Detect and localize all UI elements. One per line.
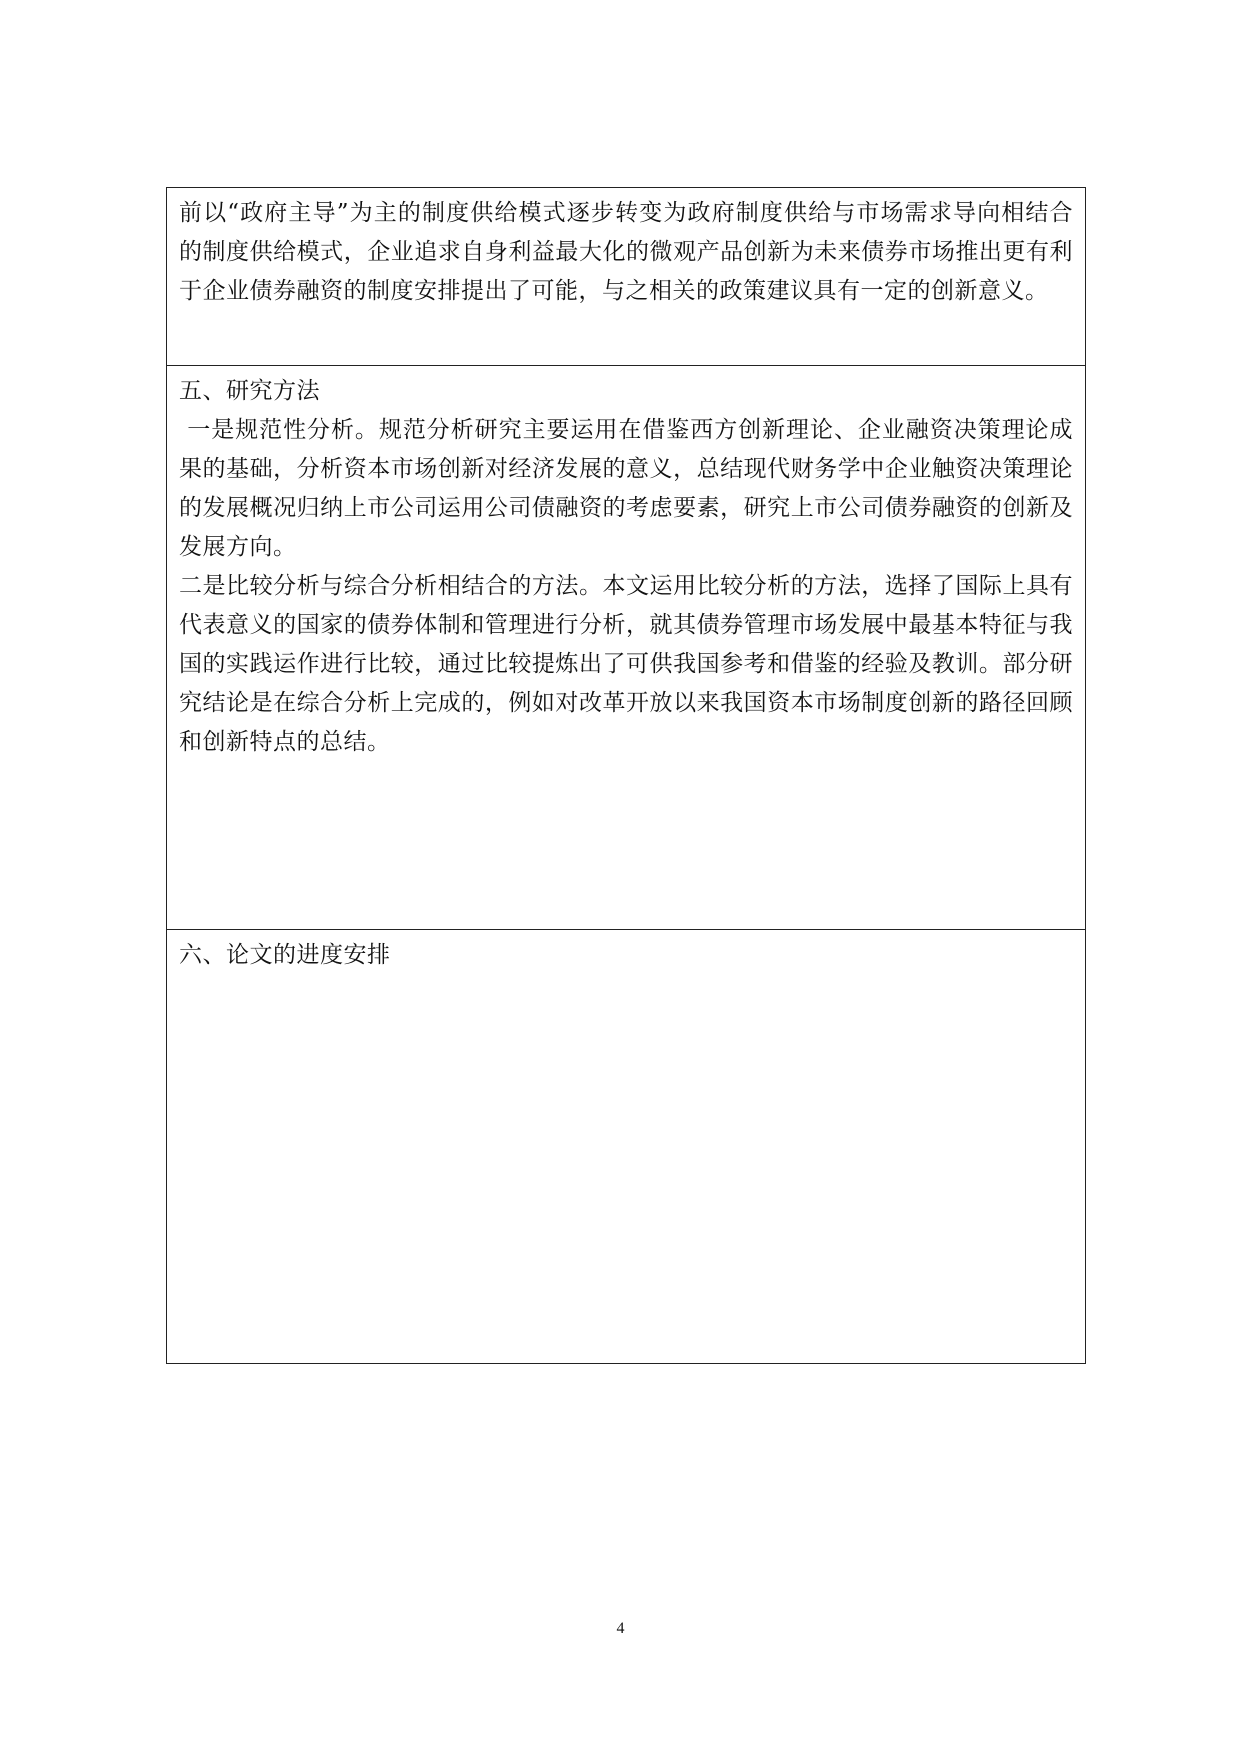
methods-paragraph-1: 一是规范性分析。规范分析研究主要运用在借鉴西方创新理论、企业融资决策理论成果的基础，分析资本市场创新对经济发展的意义，总结现代财务学中企业触资决策理论的发展概况归纳上市公司运用公司债融资的考虑要素，研究上市公司债券融资的创新及发展方向。 bbox=[179, 417, 1074, 560]
methods-heading: 五、研究方法 bbox=[179, 378, 320, 404]
significance-cell bbox=[167, 188, 1086, 366]
table-row-schedule bbox=[167, 930, 1086, 1364]
methods-cell bbox=[167, 366, 1086, 930]
schedule-cell bbox=[167, 930, 1086, 1364]
table-row-methods bbox=[167, 366, 1086, 930]
page-number: 4 bbox=[616, 1620, 625, 1637]
proposal-form-table bbox=[166, 187, 1086, 1364]
significance-text: 前以“政府主导”为主的制度供给模式逐步转变为政府制度供给与市场需求导向相结合的制度供给模式，企业追求自身利益最大化的微观产品创新为未来债券市场推出更有利于企业债券融资的制度安排提出了可能，与之相关的政策建议具有一定的创新意义。 bbox=[179, 200, 1073, 304]
schedule-heading: 六、论文的进度安排 bbox=[179, 942, 391, 968]
table-row-significance bbox=[167, 188, 1086, 366]
methods-paragraph-2: 二是比较分析与综合分析相结合的方法。本文运用比较分析的方法，选择了国际上具有代表意义的国家的债券体制和管理进行分析，就其债券管理市场发展中最基本特征与我国的实践运作进行比较，通过比较提炼出了可供我国参考和借鉴的经验及教训。部分研究结论是在综合分析上完成的，例如对改革开放以来我国资本市场制度创新的路径回顾和创新特点的总结。 bbox=[179, 573, 1073, 755]
